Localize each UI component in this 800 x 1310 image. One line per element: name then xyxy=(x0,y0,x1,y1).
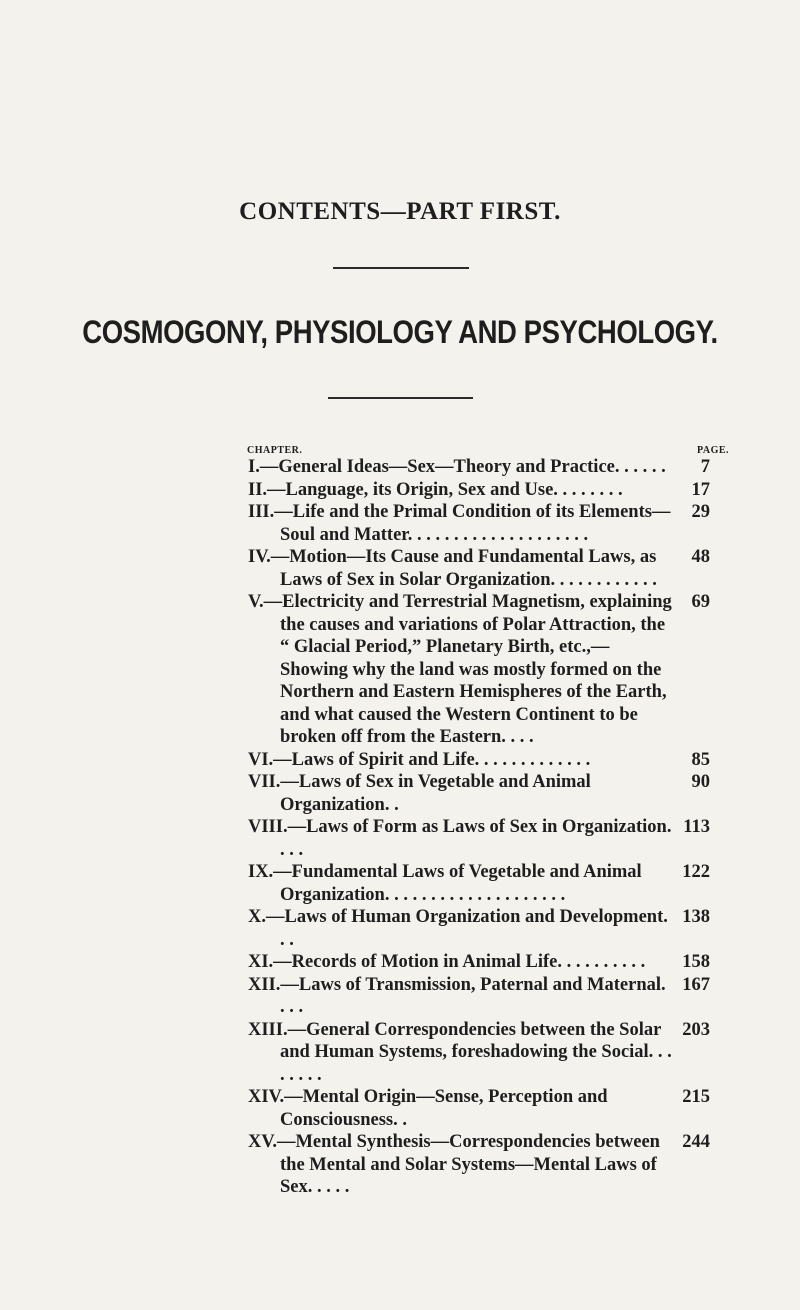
toc-entry-text: XIII.—General Correspondencies between the Solar and Human Systems, foreshadowing the Social. . . . . . . . xyxy=(248,1019,672,1085)
toc-entry-page: 167 xyxy=(682,974,710,995)
toc-entry xyxy=(248,456,710,479)
chapter-column-heading: CHAPTER. xyxy=(247,445,303,456)
toc-entry xyxy=(248,479,710,502)
toc-entry-page: 85 xyxy=(691,749,710,770)
toc-entry-text: II.—Language, its Origin, Sex and Use. . . . . . . . xyxy=(248,479,623,500)
toc-entry xyxy=(248,1086,710,1131)
toc-entry-text: X.—Laws of Human Organization and Development. . . xyxy=(248,907,668,950)
toc-entry-text: XII.—Laws of Transmission, Paternal and Maternal. . . . xyxy=(248,974,666,1017)
toc-entry xyxy=(248,591,710,749)
toc-entry-text: I.—General Ideas—Sex—Theory and Practice. . . . . . xyxy=(248,457,666,477)
page-title: CONTENTS—PART FIRST. xyxy=(239,198,561,225)
page-column-heading: PAGE. xyxy=(697,445,730,456)
section-subtitle: COSMOGONY, PHYSIOLOGY AND PSYCHOLOGY. xyxy=(82,314,718,350)
table-of-contents xyxy=(248,456,710,1199)
toc-entry-text: VI.—Laws of Spirit and Life. . . . . . . . . . . . . xyxy=(248,749,591,770)
toc-entry-page: 17 xyxy=(691,479,710,500)
toc-entry-page: 138 xyxy=(682,907,710,927)
toc-entry-text: VIII.—Laws of Form as Laws of Sex in Organization. . . . xyxy=(248,817,672,860)
toc-entry xyxy=(248,501,710,546)
toc-entry-page: 69 xyxy=(691,592,710,612)
toc-entry-page: 215 xyxy=(682,1087,710,1107)
toc-entry xyxy=(248,974,710,1019)
toc-entry-page: 90 xyxy=(691,772,710,792)
toc-entry-text: XV.—Mental Synthesis—Correspondencies between the Mental and Solar Systems—Mental Laws of Sex. . . . . xyxy=(248,1132,660,1197)
toc-entry-text: IV.—Motion—Its Cause and Fundamental Laws, as Laws of Sex in Solar Organization. . . . . . . . . . . . xyxy=(248,547,657,590)
toc-entry xyxy=(248,771,710,816)
toc-entry xyxy=(248,1019,710,1087)
toc-entry xyxy=(248,546,710,591)
toc-entry-page: 113 xyxy=(683,817,710,837)
toc-entry xyxy=(248,1131,710,1199)
toc-entry-text: III.—Life and the Primal Condition of its Elements—Soul and Matter. . . . . . . . . . . . . . . . . . . . xyxy=(248,502,671,545)
divider-rule xyxy=(333,267,469,269)
toc-entry-text: XI.—Records of Motion in Animal Life. . . . . . . . . . xyxy=(248,952,646,972)
toc-entry xyxy=(248,951,710,974)
toc-entry xyxy=(248,861,710,906)
toc-entry-page: 48 xyxy=(691,547,710,567)
toc-entry-text: IX.—Fundamental Laws of Vegetable and Animal Organization. . . . . . . . . . . . . . . . . . . . xyxy=(248,862,642,905)
toc-entry-text: V.—Electricity and Terrestrial Magnetism, explaining the causes and variations of Polar Attraction, the “ Glacial Period,” Planetary Birth, etc.,—Showing why the land was mostly formed on the Northern and Eastern Hemispheres of the Earth, and what caused the Western Continent to be broken off from the Eastern. . . . xyxy=(248,592,672,747)
toc-entry-page: 158 xyxy=(682,952,710,972)
toc-entry-page: 122 xyxy=(682,862,710,882)
toc-entry-text: VII.—Laws of Sex in Vegetable and Animal Organization. . xyxy=(248,772,591,815)
toc-entry-page: 29 xyxy=(691,502,710,522)
toc-entry-text: XIV.—Mental Origin—Sense, Perception and Consciousness. . xyxy=(248,1087,608,1130)
toc-entry-page: 244 xyxy=(682,1132,710,1152)
toc-entry xyxy=(248,749,710,772)
toc-entry xyxy=(248,816,710,861)
toc-entry-page: 7 xyxy=(700,457,710,477)
divider-rule xyxy=(328,397,473,399)
toc-entry xyxy=(248,906,710,951)
toc-entry-page: 203 xyxy=(682,1019,710,1040)
